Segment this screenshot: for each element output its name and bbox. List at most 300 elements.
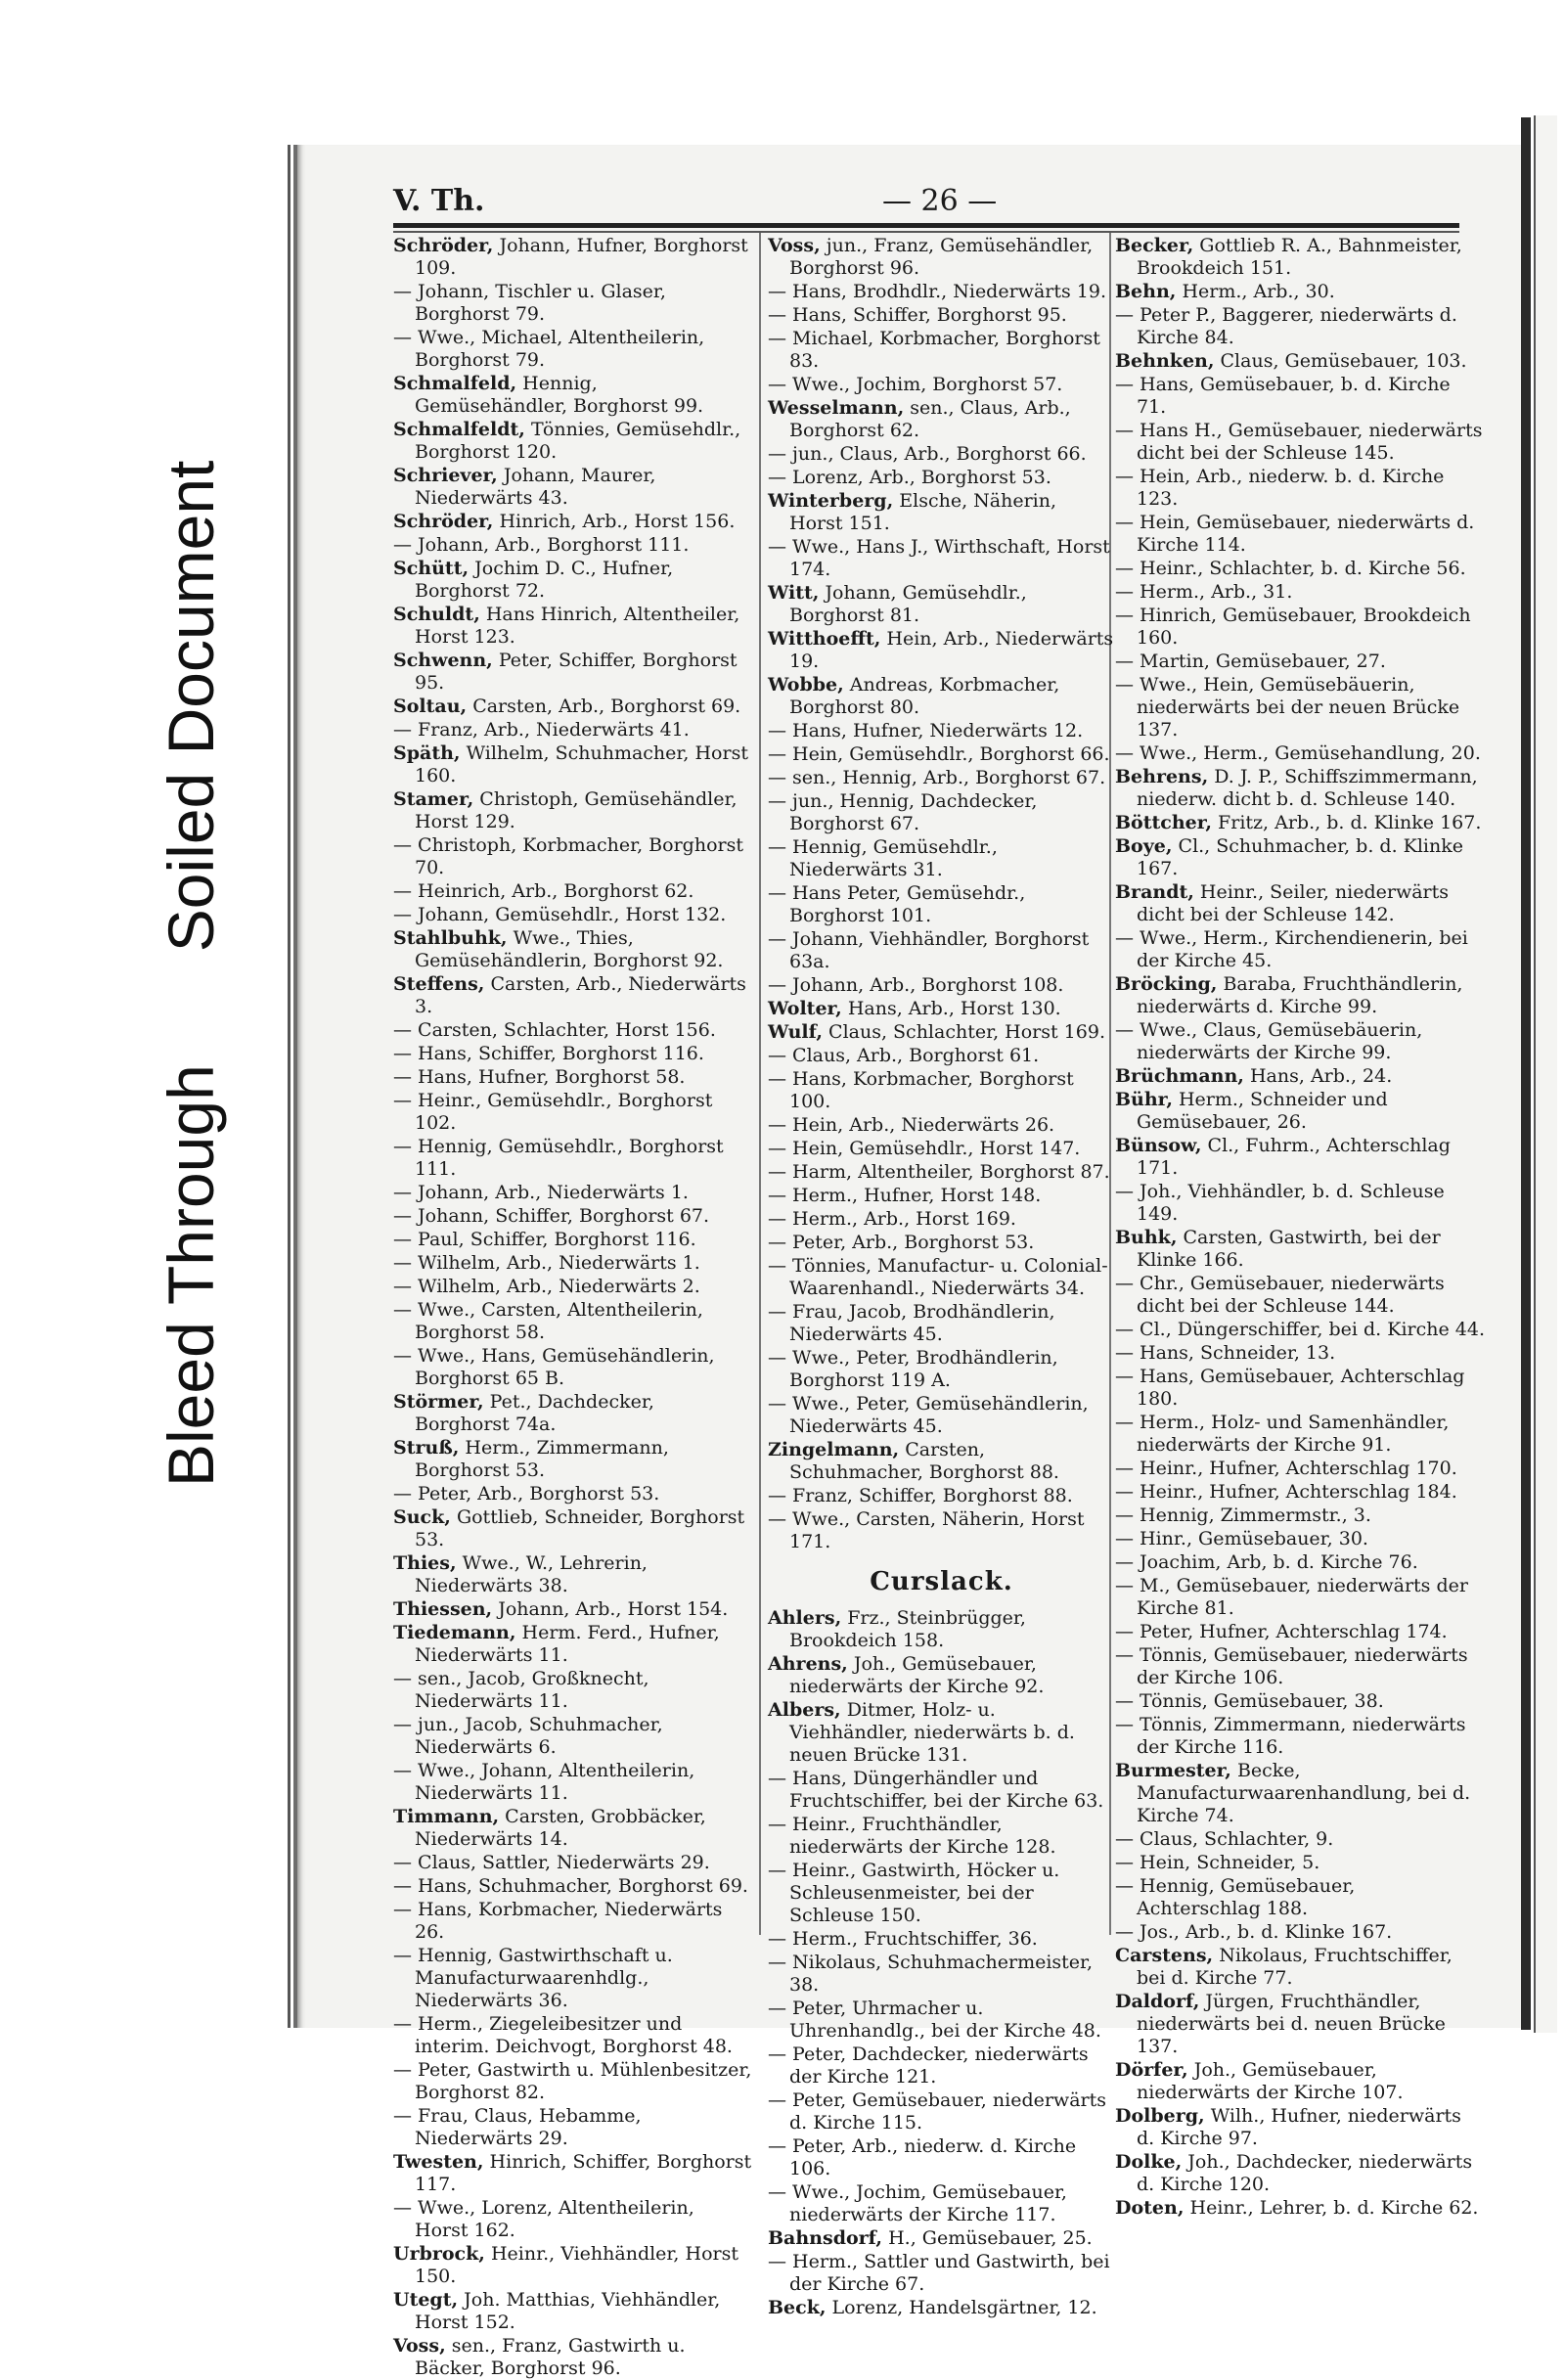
entry-details: — Wwe., Michael, Altentheilerin, Borghorst 79. <box>393 327 705 371</box>
entry-surname: Brandt, <box>1115 881 1194 903</box>
entry-details: Carsten, Grobbäcker, Niederwärts 14. <box>415 1806 706 1850</box>
entry-details: H., Gemüsebauer, 25. <box>888 2227 1093 2249</box>
entry-details: — Peter, Arb., Borghorst 53. <box>768 1232 1035 1253</box>
entry-details: — Wwe., Carsten, Näherin, Horst 171. <box>768 1508 1085 1552</box>
entry-details: Nikolaus, Fruchtschiffer, bei d. Kirche 77. <box>1137 1945 1453 1989</box>
entry-details: Carsten, Arb., Borghorst 69. <box>472 696 741 717</box>
entry-details: — Lorenz, Arb., Borghorst 53. <box>768 467 1051 488</box>
directory-entry <box>1115 558 1485 580</box>
entry-details: — Johann, Gemüsehdlr., Horst 132. <box>393 904 727 925</box>
entry-details: Christoph, Gemüsehändler, Horst 129. <box>415 788 738 832</box>
entry-details: Herm., Arb., 30. <box>1182 281 1335 302</box>
directory-entry <box>393 1136 753 1181</box>
directory-entry <box>768 1393 1115 1438</box>
entry-details: — Herm., Arb., Horst 169. <box>768 1208 1016 1230</box>
entry-details: Carsten, Arb., Niederwärts 3. <box>415 973 746 1017</box>
directory-entry <box>393 2289 753 2334</box>
entry-surname: Stamer, <box>393 788 474 810</box>
entry-details: — Wwe., Peter, Brodhändlerin, Borghorst 119 A. <box>768 1347 1058 1391</box>
entry-details: — Hans, Schiffer, Borghorst 95. <box>768 304 1067 326</box>
directory-entry <box>393 419 753 464</box>
directory-entry <box>393 1552 753 1597</box>
directory-entry <box>768 2297 1115 2319</box>
entry-surname: Soltau, <box>393 696 468 717</box>
directory-entry <box>1115 281 1485 303</box>
entry-details: Joh. Matthias, Viehhändler, Horst 152. <box>415 2289 721 2333</box>
entry-surname: Bühr, <box>1115 1089 1173 1110</box>
entry-surname: Wolter, <box>768 998 842 1019</box>
soiled-document-label: Soiled Document <box>155 460 227 953</box>
entry-details: — Heinrich, Arb., Borghorst 62. <box>393 880 694 902</box>
entry-details: Johann, Maurer, Niederwärts 43. <box>415 465 656 509</box>
entry-surname: Carstens, <box>1115 1945 1214 1966</box>
entry-details: Hans, Arb., Horst 130. <box>847 998 1061 1019</box>
entry-details: — Wwe., Herm., Gemüsehandlung, 20. <box>1115 742 1481 764</box>
entry-details: — Hennig, Gemüsehdlr., Niederwärts 31. <box>768 836 998 880</box>
entry-details: Fritz, Arb., b. d. Klinke 167. <box>1218 812 1482 833</box>
entry-details: — Peter P., Baggerer, niederwärts d. Kirche 84. <box>1115 304 1457 348</box>
entry-surname: Voss, <box>768 235 821 256</box>
directory-entry <box>768 1768 1115 1813</box>
entry-surname: Voss, <box>393 2335 446 2357</box>
directory-entry <box>393 1043 753 1065</box>
entry-details: Gottlieb, Schneider, Borghorst 53. <box>415 1506 745 1550</box>
directory-entry <box>393 1299 753 1344</box>
directory-entry <box>768 2135 1115 2180</box>
entry-details: Frz., Steinbrügger, Brookdeich 158. <box>789 1607 1026 1651</box>
entry-details: — Herm., Sattler und Gastwirth, bei der Kirche 67. <box>768 2251 1110 2295</box>
entry-details: — Herm., Holz- und Samenhändler, niederwärts der Kirche 91. <box>1115 1412 1450 1456</box>
directory-entry <box>1115 1945 1485 1990</box>
entry-surname: Störmer, <box>393 1391 484 1413</box>
entry-details: — Hein, Arb., Niederwärts 26. <box>768 1114 1055 1136</box>
directory-entry <box>1115 1181 1485 1226</box>
directory-entry <box>393 650 753 695</box>
directory-entry <box>1115 1273 1485 1318</box>
entry-details: — Hennig, Gemüsehdlr., Borghorst 111. <box>393 1136 724 1180</box>
directory-entry <box>393 1668 753 1713</box>
directory-entry <box>393 1875 753 1898</box>
entry-details: — Wwe., Hans J., Wirthschaft, Horst 174. <box>768 536 1110 580</box>
entry-details: — jun., Hennig, Dachdecker, Borghorst 67. <box>768 790 1038 834</box>
directory-entry <box>1115 1227 1485 1272</box>
directory-entry <box>1115 1135 1485 1180</box>
entry-surname: Doten, <box>1115 2197 1185 2219</box>
entry-details: — Frau, Claus, Hebamme, Niederwärts 29. <box>393 2105 642 2149</box>
entry-details: Joh., Gemüsebauer, niederwärts der Kirche 92. <box>789 1653 1045 1697</box>
entry-details: — Wwe., Lorenz, Altentheilerin, Horst 162. <box>393 2197 694 2241</box>
entry-details: Elsche, Näherin, Horst 151. <box>789 490 1057 534</box>
entry-details: — Johann, Viehhändler, Borghorst 63a. <box>768 928 1090 972</box>
entry-surname: Brüchmann, <box>1115 1065 1244 1087</box>
directory-entry <box>393 511 753 533</box>
entry-details: Baraba, Fruchthändlerin, niederwärts d. Kirche 99. <box>1137 973 1463 1017</box>
entry-surname: Wobbe, <box>768 674 844 696</box>
entry-details: — Frau, Jacob, Brodhändlerin, Niederwärts 45. <box>768 1301 1055 1345</box>
entry-surname: Schröder, <box>393 235 494 256</box>
entry-surname: Utegt, <box>393 2289 459 2311</box>
directory-entry <box>393 1182 753 1204</box>
directory-entry <box>1115 835 1485 880</box>
entry-details: Herm., Schneider und Gemüsebauer, 26. <box>1137 1089 1388 1133</box>
entry-details: Jürgen, Fruchthändler, niederwärts bei d. neuen Brücke 137. <box>1137 1991 1446 2057</box>
directory-entry <box>768 1301 1115 1346</box>
directory-entry <box>393 834 753 879</box>
directory-entry <box>768 281 1115 303</box>
directory-entry <box>393 2151 753 2196</box>
directory-entry <box>768 628 1115 673</box>
entry-details: — Tönnies, Manufactur- u. Colonial-Waarenhandl., Niederwärts 34. <box>768 1255 1108 1299</box>
directory-entry <box>768 1185 1115 1207</box>
entry-surname: Böttcher, <box>1115 812 1212 833</box>
directory-entry <box>768 743 1115 766</box>
entry-surname: Schröder, <box>393 511 494 532</box>
entry-surname: Thiessen, <box>393 1598 493 1620</box>
entry-details: — Harm, Altentheiler, Borghorst 87. <box>768 1161 1110 1183</box>
directory-entry <box>1115 1760 1485 1827</box>
entry-details: Johann, Gemüsehdlr., Borghorst 81. <box>789 582 1027 626</box>
entry-details: Heinr., Viehhändler, Horst 150. <box>415 2243 738 2287</box>
directory-column-2 <box>768 235 1115 2318</box>
directory-entry <box>1115 927 1485 972</box>
entry-details: Joh., Gemüsebauer, niederwärts der Kirche 107. <box>1137 2059 1404 2103</box>
entry-details: Andreas, Korbmacher, Borghorst 80. <box>789 674 1060 718</box>
directory-entry <box>393 2105 753 2150</box>
header-rule <box>393 223 1459 228</box>
directory-entry <box>768 2227 1115 2250</box>
binding-edge <box>1521 117 1531 2030</box>
entry-details: Ditmer, Holz- u. Viehhändler, niederwärts b. d. neuen Brücke 131. <box>789 1699 1075 1766</box>
entry-surname: Behrens, <box>1115 766 1209 787</box>
entry-surname: Struß, <box>393 1437 460 1459</box>
next-page-edge <box>1534 115 1557 2033</box>
directory-entry <box>1115 605 1485 650</box>
entry-details: — Herm., Ziegeleibesitzer und interim. Deichvogt, Borghorst 48. <box>393 2013 733 2057</box>
directory-column-1 <box>393 235 753 2379</box>
entry-details: — Wwe., Herm., Kirchendienerin, bei der Kirche 45. <box>1115 927 1468 971</box>
entry-surname: Ahlers, <box>768 1607 842 1629</box>
directory-entry <box>393 1345 753 1390</box>
directory-entry <box>1115 466 1485 511</box>
directory-entry <box>1115 1528 1485 1550</box>
entry-surname: Ahrens, <box>768 1653 848 1675</box>
entry-details: — Carsten, Schlachter, Horst 156. <box>393 1019 716 1041</box>
entry-details: — Hennig, Gemüsebauer, Achterschlag 188. <box>1115 1875 1356 1919</box>
entry-details: Gottlieb R. A., Bahnmeister, Brookdeich 151. <box>1137 235 1462 279</box>
entry-details: Heinr., Seiler, niederwärts dicht bei der Schleuse 142. <box>1137 881 1450 925</box>
column-divider <box>759 233 761 1935</box>
entry-details: Lorenz, Handelsgärtner, 12. <box>831 2297 1097 2318</box>
entry-surname: Dolberg, <box>1115 2105 1205 2127</box>
entry-details: — sen., Hennig, Arb., Borghorst 67. <box>768 767 1106 788</box>
directory-entry <box>1115 1481 1485 1504</box>
entry-details: sen., Claus, Arb., Borghorst 62. <box>789 397 1071 441</box>
entry-surname: Winterberg, <box>768 490 894 512</box>
directory-entry <box>768 1607 1115 1652</box>
directory-entry <box>1115 742 1485 765</box>
entry-details: — Hans, Korbmacher, Niederwärts 26. <box>393 1899 723 1943</box>
directory-entry <box>768 790 1115 835</box>
entry-details: — Peter, Arb., Borghorst 53. <box>393 1483 660 1504</box>
entry-details: — Hans, Schneider, 13. <box>1115 1342 1336 1364</box>
header-rule-thin <box>393 231 1459 233</box>
directory-entry <box>393 1276 753 1298</box>
directory-entry <box>393 1437 753 1482</box>
directory-entry <box>768 1021 1115 1044</box>
entry-details: — Nikolaus, Schuhmachermeister, 38. <box>768 1952 1094 1996</box>
entry-details: — Wwe., Jochim, Borghorst 57. <box>768 374 1063 395</box>
side-label <box>122 313 259 1487</box>
entry-details: Herm. Ferd., Hufner, Niederwärts 11. <box>415 1622 720 1666</box>
entry-surname: Behnken, <box>1115 350 1215 372</box>
entry-details: — jun., Claus, Arb., Borghorst 66. <box>768 443 1087 465</box>
entry-details: — Peter, Gemüsebauer, niederwärts d. Kirche 115. <box>768 2089 1106 2133</box>
entry-details: Joh., Dachdecker, niederwärts d. Kirche 120. <box>1137 2151 1473 2195</box>
entry-details: — Wwe., Hein, Gemüsebäuerin, niederwärts bei der neuen Brücke 137. <box>1115 674 1460 741</box>
entry-details: Wwe., Thies, Gemüsehändlerin, Borghorst 92. <box>415 927 724 971</box>
entry-surname: Schmalfeld, <box>393 373 517 394</box>
entry-details: — Wwe., Peter, Gemüsehändlerin, Niederwärts 45. <box>768 1393 1089 1437</box>
entry-details: — Herm., Arb., 31. <box>1115 581 1293 603</box>
entry-details: — Claus, Sattler, Niederwärts 29. <box>393 1852 710 1873</box>
entry-details: Wwe., W., Lehrerin, Niederwärts 38. <box>415 1552 648 1596</box>
entry-details: — Heinr., Fruchthändler, niederwärts der Kirche 128. <box>768 1814 1056 1858</box>
entry-details: Hinrich, Arb., Horst 156. <box>499 511 736 532</box>
directory-entry <box>768 1952 1115 1997</box>
directory-entry <box>768 1814 1115 1859</box>
entry-details: — Wwe., Carsten, Altentheilerin, Borghorst 58. <box>393 1299 703 1343</box>
directory-entry <box>768 1439 1115 1484</box>
entry-details: Wilhelm, Schuhmacher, Horst 160. <box>415 742 748 786</box>
directory-entry <box>393 2335 753 2380</box>
entry-surname: Beck, <box>768 2297 827 2318</box>
directory-entry <box>768 536 1115 581</box>
entry-details: Carsten, Schuhmacher, Borghorst 88. <box>789 1439 1059 1483</box>
directory-entry <box>393 1252 753 1275</box>
entry-surname: Stahlbuhk, <box>393 927 508 949</box>
directory-entry <box>768 443 1115 466</box>
directory-entry <box>768 1232 1115 1254</box>
directory-entry <box>1115 350 1485 373</box>
entry-details: — Wwe., Johann, Altentheilerin, Niederwärts 11. <box>393 1760 695 1804</box>
entry-details: — Heinr., Gemüsehdlr., Borghorst 102. <box>393 1090 713 1134</box>
directory-entry <box>1115 812 1485 834</box>
directory-entry <box>1115 374 1485 419</box>
directory-entry <box>393 534 753 557</box>
entry-details: — Chr., Gemüsebauer, niederwärts dicht bei der Schleuse 144. <box>1115 1273 1445 1317</box>
entry-surname: Thies, <box>393 1552 457 1574</box>
directory-entry <box>1115 1458 1485 1480</box>
entry-details: sen., Franz, Gastwirth u. Bäcker, Borghorst 96. <box>415 2335 686 2379</box>
entry-surname: Zingelmann, <box>768 1439 900 1460</box>
directory-entry <box>1115 881 1485 926</box>
entry-details: — Tönnis, Zimmermann, niederwärts der Kirche 116. <box>1115 1714 1466 1758</box>
entry-details: — Wwe., Jochim, Gemüsebauer, niederwärts der Kirche 117. <box>768 2181 1067 2225</box>
entry-details: — Hans H., Gemüsebauer, niederwärts dicht bei der Schleuse 145. <box>1115 420 1483 464</box>
directory-entry <box>1115 2059 1485 2104</box>
directory-entry <box>768 582 1115 627</box>
entry-details: — Hein, Gemüsehdlr., Horst 147. <box>768 1138 1081 1159</box>
entry-details: Hinrich, Schiffer, Borghorst 117. <box>415 2151 752 2195</box>
header-abbreviation: V. Th. <box>393 184 485 218</box>
directory-entry <box>768 1508 1115 1553</box>
directory-entry <box>768 1699 1115 1767</box>
entry-surname: Timmann, <box>393 1806 500 1827</box>
entry-surname: Boye, <box>1115 835 1173 857</box>
directory-entry <box>1115 1089 1485 1134</box>
entry-details: Herm., Zimmermann, Borghorst 53. <box>415 1437 669 1481</box>
entry-details: — Peter, Dachdecker, niederwärts der Kirche 121. <box>768 2043 1089 2088</box>
directory-entry <box>768 998 1115 1020</box>
entry-details: Claus, Gemüsebauer, 103. <box>1220 350 1467 372</box>
directory-entry <box>393 1391 753 1436</box>
entry-details: — Hein, Gemüsehdlr., Borghorst 66. <box>768 743 1110 765</box>
entry-surname: Witt, <box>768 582 820 604</box>
directory-entry <box>393 373 753 418</box>
entry-details: — Claus, Arb., Borghorst 61. <box>768 1045 1040 1066</box>
entry-details: Becke, Manufacturwaarenhandlung, bei d. Kirche 74. <box>1137 1760 1471 1826</box>
entry-details: — Johann, Arb., Borghorst 108. <box>768 974 1064 996</box>
directory-entry <box>393 327 753 372</box>
entry-surname: Urbrock, <box>393 2243 485 2265</box>
directory-entry <box>1115 1504 1485 1527</box>
entry-surname: Steffens, <box>393 973 485 995</box>
directory-entry <box>768 490 1115 535</box>
entry-details: — Paul, Schiffer, Borghorst 116. <box>393 1229 696 1250</box>
page-header <box>393 184 1457 227</box>
entry-details: — Tönnis, Gemüsebauer, 38. <box>1115 1690 1384 1712</box>
entry-details: Hein, Arb., Niederwärts 19. <box>789 628 1114 672</box>
directory-entry <box>768 2089 1115 2134</box>
directory-entry <box>768 674 1115 719</box>
entry-details: — Johann, Schiffer, Borghorst 67. <box>393 1205 710 1227</box>
directory-entry <box>393 2197 753 2242</box>
directory-entry <box>1115 304 1485 349</box>
entry-details: Claus, Schlachter, Horst 169. <box>828 1021 1105 1043</box>
directory-entry <box>768 467 1115 489</box>
entry-details: — Peter, Hufner, Achterschlag 174. <box>1115 1621 1448 1642</box>
directory-entry <box>768 1255 1115 1300</box>
page-fold-shadow <box>288 145 291 2028</box>
directory-entry <box>768 397 1115 442</box>
directory-entry <box>393 1229 753 1251</box>
directory-entry <box>768 1347 1115 1392</box>
directory-entry <box>393 2243 753 2288</box>
directory-entry <box>393 696 753 718</box>
directory-entry <box>393 1714 753 1759</box>
entry-details: Carsten, Gastwirth, bei der Klinke 166. <box>1137 1227 1441 1271</box>
directory-entry <box>768 720 1115 742</box>
directory-entry <box>1115 1875 1485 1920</box>
entry-surname: Wesselmann, <box>768 397 905 419</box>
entry-surname: Dörfer, <box>1115 2059 1188 2081</box>
entry-details: — M., Gemüsebauer, niederwärts der Kirche 81. <box>1115 1575 1468 1619</box>
entry-details: — Herm., Fruchtschiffer, 36. <box>768 1928 1038 1950</box>
directory-entry <box>1115 1342 1485 1365</box>
entry-details: — Hans, Korbmacher, Borghorst 100. <box>768 1068 1074 1112</box>
entry-details: Johann, Hufner, Borghorst 109. <box>415 235 748 279</box>
entry-surname: Twesten, <box>393 2151 484 2173</box>
entry-details: — Hans, Gemüsebauer, Achterschlag 180. <box>1115 1366 1465 1410</box>
entry-surname: Burmester, <box>1115 1760 1231 1781</box>
entry-details: — Cl., Düngerschiffer, bei d. Kirche 44. <box>1115 1319 1485 1340</box>
directory-entry <box>393 788 753 833</box>
entry-details: — Hans, Hufner, Borghorst 58. <box>393 1066 686 1088</box>
directory-entry <box>1115 1921 1485 1944</box>
directory-entry <box>393 2059 753 2104</box>
entry-details: — Johann, Arb., Borghorst 111. <box>393 534 690 556</box>
directory-entry <box>768 374 1115 396</box>
directory-entry <box>1115 1828 1485 1851</box>
entry-surname: Schuldt, <box>393 604 480 625</box>
directory-entry <box>768 2251 1115 2296</box>
entry-surname: Wulf, <box>768 1021 823 1043</box>
directory-entry <box>768 1928 1115 1951</box>
directory-entry <box>393 973 753 1018</box>
entry-details: — Hein, Schneider, 5. <box>1115 1852 1320 1873</box>
directory-entry <box>768 1138 1115 1160</box>
page-number: — 26 — <box>882 184 998 218</box>
directory-column-3 <box>1115 235 1485 2219</box>
entry-details: Jochim D. C., Hufner, Borghorst 72. <box>415 558 674 602</box>
directory-entry <box>1115 1319 1485 1341</box>
entry-details: — Joachim, Arb, b. d. Kirche 76. <box>1115 1551 1418 1573</box>
directory-entry <box>393 1899 753 1944</box>
directory-entry <box>1115 2105 1485 2150</box>
directory-entry <box>768 1068 1115 1113</box>
entry-details: Pet., Dachdecker, Borghorst 74a. <box>415 1391 654 1435</box>
entry-details: — Hans, Schuhmacher, Borghorst 69. <box>393 1875 748 1897</box>
entry-details: — Christoph, Korbmacher, Borghorst 70. <box>393 834 743 878</box>
entry-details: — Peter, Arb., niederw. d. Kirche 106. <box>768 2135 1077 2179</box>
directory-entry <box>393 604 753 649</box>
section-heading: Curslack. <box>870 1567 1013 1596</box>
directory-entry <box>768 328 1115 373</box>
entry-surname: Bünsow, <box>1115 1135 1202 1156</box>
entry-details: — jun., Jacob, Schuhmacher, Niederwärts 6. <box>393 1714 663 1758</box>
directory-entry <box>393 235 753 280</box>
entry-details: — sen., Jacob, Großknecht, Niederwärts 11. <box>393 1668 649 1712</box>
directory-entry <box>768 2043 1115 2088</box>
directory-entry <box>393 281 753 326</box>
entry-details: — Wilhelm, Arb., Niederwärts 1. <box>393 1252 700 1274</box>
directory-entry <box>768 1045 1115 1067</box>
directory-entry <box>768 882 1115 927</box>
entry-surname: Suck, <box>393 1506 451 1528</box>
entry-details: Hans, Arb., 24. <box>1249 1065 1393 1087</box>
directory-entry <box>768 1860 1115 1927</box>
entry-surname: Daldorf, <box>1115 1991 1200 2012</box>
entry-details: — Heinr., Hufner, Achterschlag 170. <box>1115 1458 1457 1479</box>
directory-entry <box>1115 1019 1485 1064</box>
directory-entry <box>1115 581 1485 604</box>
directory-entry <box>768 304 1115 327</box>
entry-details: — Wwe., Claus, Gemüsebäuerin, niederwärts der Kirche 99. <box>1115 1019 1423 1063</box>
bleed-through-label: Bleed Through <box>155 1064 227 1487</box>
directory-entry <box>1115 512 1485 557</box>
directory-entry <box>1115 1644 1485 1689</box>
directory-entry <box>393 1598 753 1621</box>
entry-surname: Albers, <box>768 1699 841 1721</box>
directory-entry <box>393 1205 753 1228</box>
directory-entry <box>393 1622 753 1667</box>
directory-entry <box>768 235 1115 280</box>
directory-entry <box>768 1653 1115 1698</box>
directory-entry <box>768 1485 1115 1507</box>
directory-entry <box>393 1483 753 1505</box>
directory-entry <box>393 465 753 510</box>
entry-surname: Schmalfeldt, <box>393 419 525 440</box>
